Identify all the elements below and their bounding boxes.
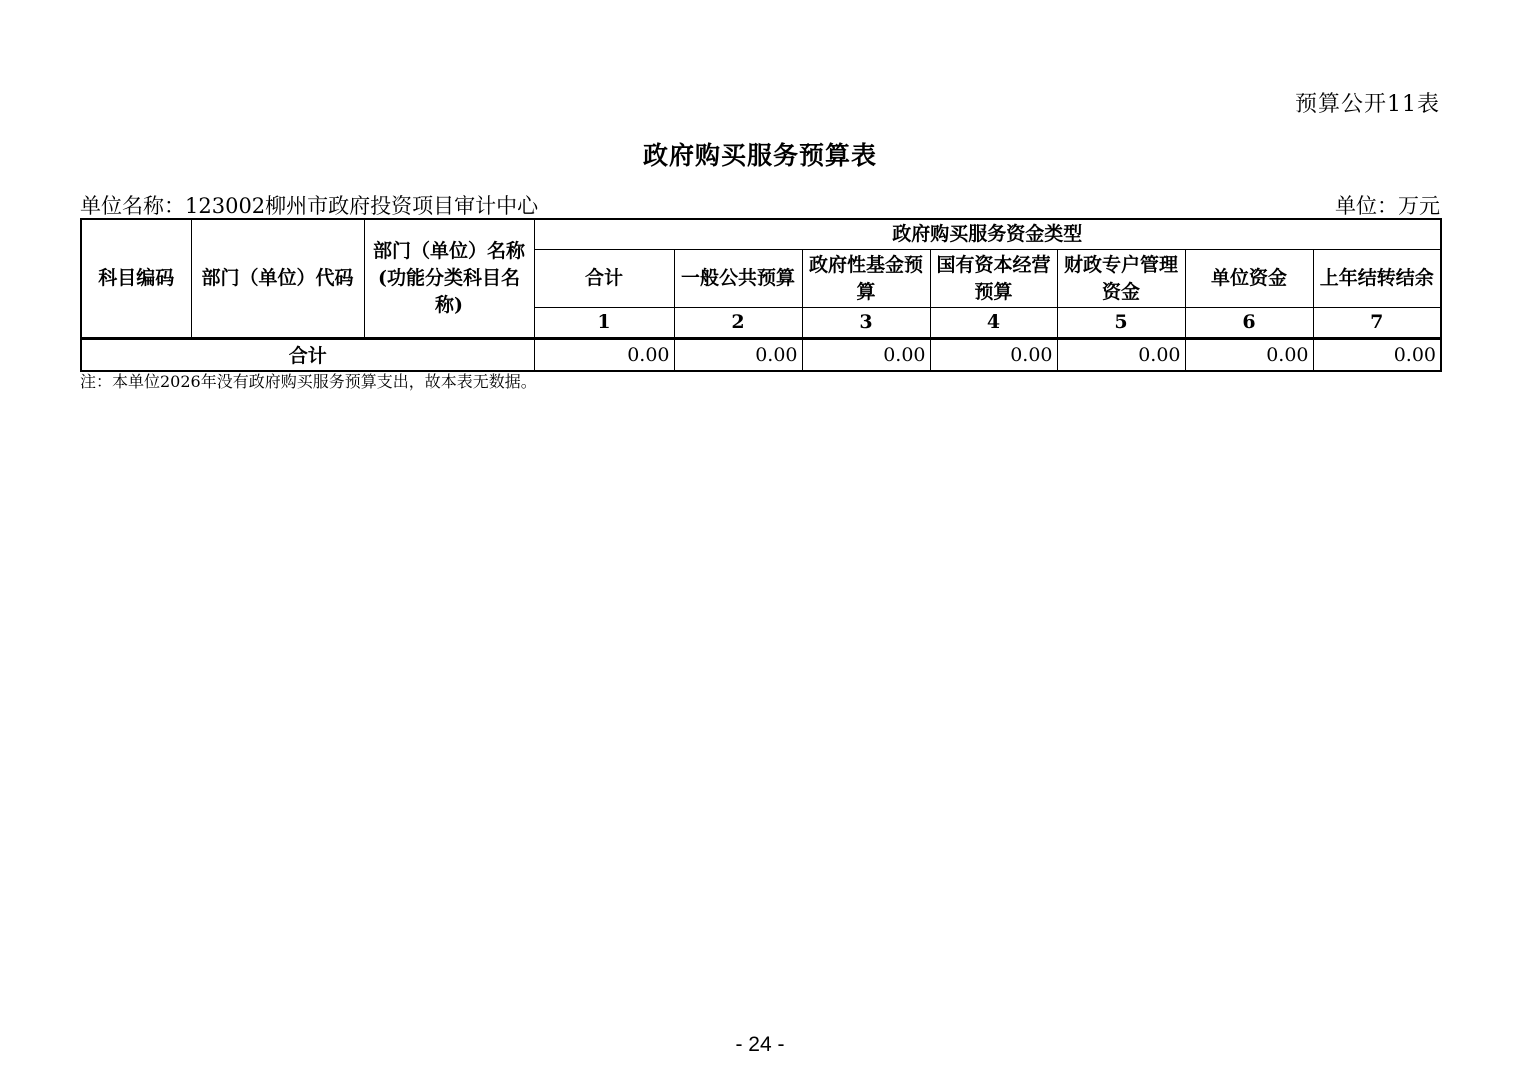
column-number-6: 6 — [1185, 308, 1313, 339]
column-number-2: 2 — [674, 308, 802, 339]
total-value-col1: 0.00 — [534, 339, 674, 371]
page-number: - 24 - — [735, 1033, 785, 1056]
total-row — [81, 339, 1441, 371]
column-number-1: 1 — [534, 308, 674, 339]
budget-table — [80, 218, 1442, 372]
column-number-5: 5 — [1057, 308, 1185, 339]
total-value-col2: 0.00 — [674, 339, 802, 371]
header-unit-funds: 单位资金 — [1185, 250, 1313, 308]
total-row-label: 合计 — [81, 339, 534, 371]
column-number-3: 3 — [802, 308, 930, 339]
total-value-col3: 0.00 — [802, 339, 930, 371]
header-general-public-budget: 一般公共预算 — [674, 250, 802, 308]
total-value-col7: 0.00 — [1313, 339, 1441, 371]
meta-line — [80, 190, 1440, 220]
total-value-col6: 0.00 — [1185, 339, 1313, 371]
header-subject-code: 科目编码 — [81, 219, 191, 339]
header-dept-name — [364, 219, 534, 339]
header-dept-code: 部门（单位）代码 — [191, 219, 364, 339]
unit-name-label: 单位名称：123002柳州市政府投资项目审计中心 — [80, 194, 539, 218]
table-header-row-group — [81, 219, 1441, 250]
header-carryover-balance: 上年结转结余 — [1313, 250, 1441, 308]
column-number-7: 7 — [1313, 308, 1441, 339]
header-govt-fund-budget: 政府性基金预算 — [802, 250, 930, 308]
header-fiscal-special-account: 财政专户管理资金 — [1057, 250, 1185, 308]
unit-of-measure-label: 单位：万元 — [1335, 194, 1440, 218]
column-number-4: 4 — [930, 308, 1057, 339]
header-total: 合计 — [534, 250, 674, 308]
page-title: 政府购买服务预算表 — [642, 141, 877, 170]
total-value-col5: 0.00 — [1057, 339, 1185, 371]
table-note: 注：本单位2026年没有政府购买服务预算支出，故本表无数据。 — [80, 372, 537, 391]
header-dept-name-line2: (功能分类科目名称) — [378, 267, 520, 316]
header-dept-name-line1: 部门（单位）名称 — [372, 240, 525, 262]
header-state-capital-budget: 国有资本经营预算 — [930, 250, 1057, 308]
header-fund-type-group: 政府购买服务资金类型 — [534, 219, 1441, 250]
total-value-col4: 0.00 — [930, 339, 1057, 371]
form-number-label: 预算公开11表 — [1295, 92, 1440, 117]
